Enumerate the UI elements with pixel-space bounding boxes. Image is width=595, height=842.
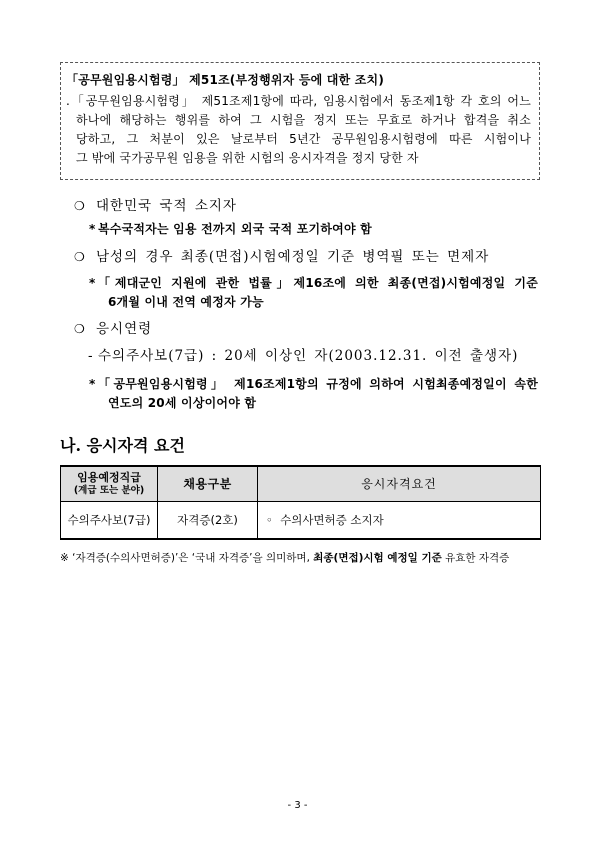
footnote-text-end: 유효한 자격증 xyxy=(441,552,510,564)
dash-marker: - xyxy=(88,348,94,364)
notice-line: 당하고, 그 처분이 있은 날로부터 5년간 공무원임용시험령에 따른 시험이나 xyxy=(76,132,531,146)
notice-title: 「공무원임용시험령」 제51조(부정행위자 등에 대한 조치) xyxy=(66,73,385,87)
circle-bullet-icon: ❍ xyxy=(74,322,85,336)
table-header-row xyxy=(61,466,541,501)
table-row xyxy=(61,501,541,539)
note-text: 복수국적자는 임용 전까지 외국 국적 포기하여야 함 xyxy=(98,222,372,236)
note-age xyxy=(89,376,538,392)
notice-line: 하나에 해당하는 행위를 하여 그 시험을 정지 또는 무효로 하거나 합격을 취소 xyxy=(76,113,531,127)
reference-mark-icon: ※ xyxy=(60,552,69,564)
notice-line: .「공무원임용시험령」 제51조제1항에 따라, 임용시험에서 동조제1항 각 호의 어느 xyxy=(66,94,531,108)
note-dual-nationality xyxy=(89,221,372,237)
section-heading: 나. 응시자격 요건 xyxy=(60,436,185,455)
requirement-age xyxy=(74,320,152,338)
requirement-text: 대한민국 국적 소지자 xyxy=(96,198,237,214)
small-circle-bullet-icon: ◦ xyxy=(266,512,273,527)
note-marker: * xyxy=(89,222,96,236)
note-marker: * xyxy=(89,276,96,290)
page-number: - 3 - xyxy=(287,800,308,811)
cell-grade: 수의주사보(7급) xyxy=(61,501,158,539)
note-text: 「제대군인 지원에 관한 법률」제16조에 의한 최종(면접)시험예정일 기준 xyxy=(98,276,538,290)
header-grade-label: 임용예정직급 xyxy=(77,470,141,484)
table-header-qualification: 응시자격요건 xyxy=(258,466,541,501)
circle-bullet-icon: ❍ xyxy=(74,250,85,264)
note-military-cont: 6개월 이내 전역 예정자 가능 xyxy=(108,295,264,309)
table-header-category: 채용구분 xyxy=(158,466,258,501)
circle-bullet-icon: ❍ xyxy=(74,199,85,213)
qualification-text: 수의사면허증 소지자 xyxy=(280,512,384,527)
qualification-table xyxy=(60,465,541,540)
footnote xyxy=(60,551,509,565)
note-military xyxy=(89,275,538,291)
age-detail xyxy=(88,347,518,365)
requirement-nationality xyxy=(74,197,237,215)
requirement-military xyxy=(74,248,489,266)
table-header-grade xyxy=(61,466,158,501)
cell-qualification xyxy=(258,501,541,539)
footnote-text: ‘자격증(수의사면허증)’은 ‘국내 자격증’을 의미하며, xyxy=(68,552,314,564)
age-detail-text: 수의주사보(7급) : 20세 이상인 자(2003.12.31. 이전 출생자) xyxy=(98,348,519,364)
cell-category: 자격증(2호) xyxy=(158,501,258,539)
note-marker: * xyxy=(89,377,96,391)
requirement-text: 남성의 경우 최종(면접)시험예정일 기준 병역필 또는 면제자 xyxy=(96,249,490,265)
notice-line: 그 밖에 국가공무원 임용을 위한 시험의 응시자격을 정지 당한 자 xyxy=(76,151,419,165)
note-age-cont: 연도의 20세 이상이어야 함 xyxy=(108,396,257,410)
requirement-text: 응시연령 xyxy=(96,321,153,337)
header-grade-sublabel: (계급 또는 분야) xyxy=(73,484,145,496)
note-text: 「공무원임용시험령」 제16조제1항의 규정에 의하여 시험최종예정일이 속한 xyxy=(98,377,538,391)
footnote-emphasis: 최종(면접)시험 예정일 기준 xyxy=(313,552,442,564)
